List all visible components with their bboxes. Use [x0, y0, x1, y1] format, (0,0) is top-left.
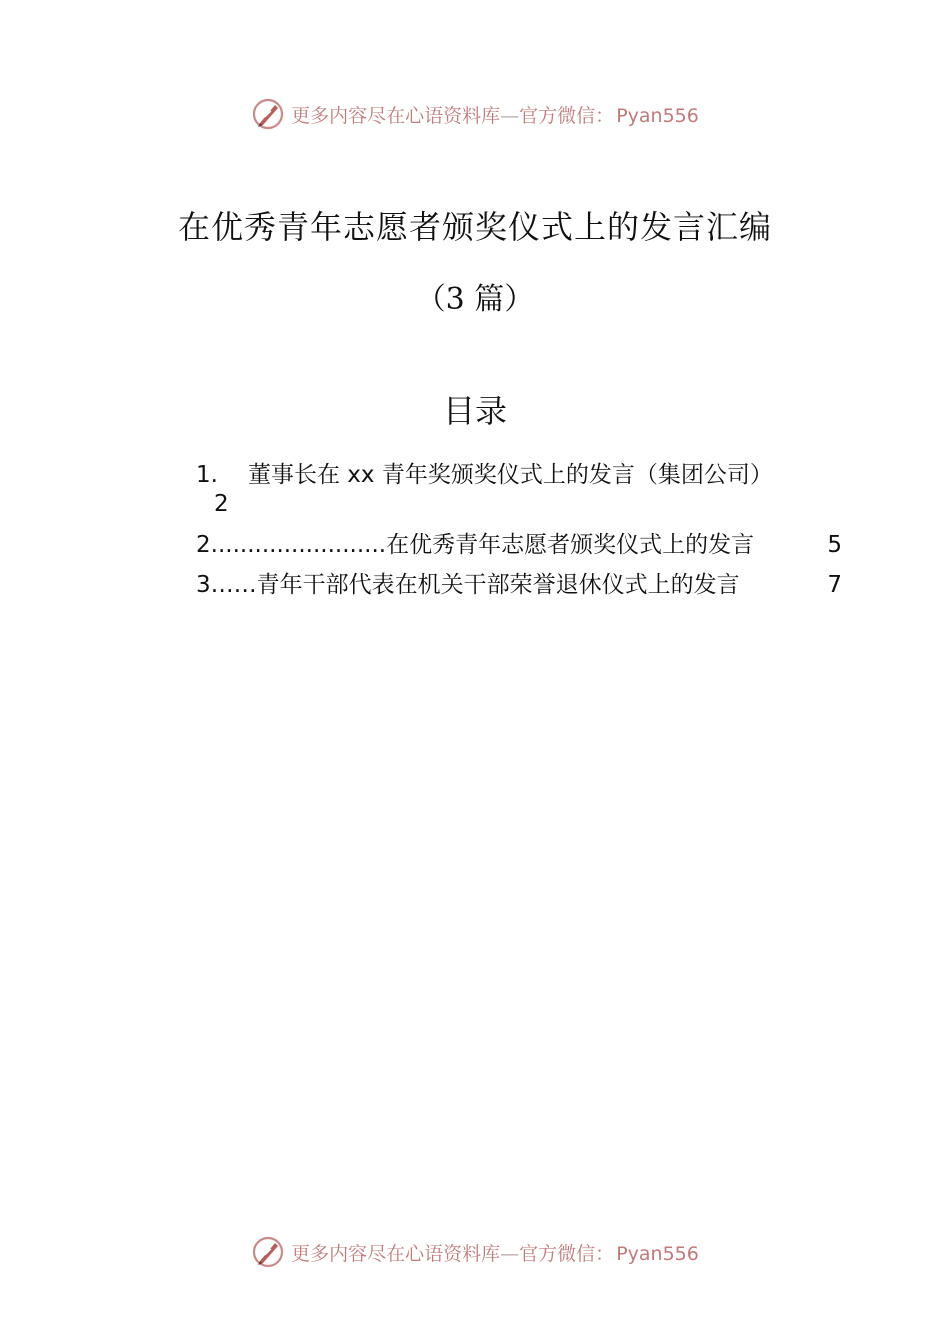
watermark-official-label: 官方微信： [519, 104, 615, 127]
toc-entry-title: 青年干部代表在机关干部荣誉退休仪式上的发言 [256, 572, 740, 598]
toc-entry-3[interactable] [196, 566, 842, 599]
document-title: 在优秀青年志愿者颁奖仪式上的发言汇编 [177, 208, 772, 246]
toc-entry-number: 1. [196, 462, 218, 488]
toc-heading: 目录 [442, 392, 507, 430]
toc-entry-1[interactable] [196, 456, 842, 517]
toc-entry-page: 2 [214, 491, 229, 517]
watermark-library-name: 更多内容尽在心语资料库 [291, 104, 501, 127]
watermark-text [291, 101, 699, 128]
toc-entry-number: 3 [196, 572, 211, 598]
watermark-separator: — [500, 104, 520, 127]
toc-entry-page: 7 [827, 572, 842, 598]
header-watermark [0, 94, 950, 134]
watermark-handle: Pyan556 [616, 1242, 699, 1265]
document-subtitle: （3 篇） [415, 282, 535, 317]
watermark-separator: — [500, 1242, 520, 1265]
footer-watermark [0, 1232, 950, 1272]
quill-pen-logo-icon [251, 97, 285, 131]
toc-entry-2[interactable] [196, 526, 842, 559]
toc-entry-title: 董事长在 xx 青年奖颁奖仪式上的发言（集团公司） [248, 462, 773, 488]
watermark-library-name: 更多内容尽在心语资料库 [291, 1242, 501, 1265]
toc-entry-leader: ........................ [210, 532, 387, 558]
toc-entry-leader: …… [210, 572, 257, 598]
watermark-handle: Pyan556 [616, 104, 699, 127]
watermark-official-label: 官方微信： [519, 1242, 615, 1265]
quill-pen-logo-icon [251, 1235, 285, 1269]
toc-entry-number: 2 [196, 532, 211, 558]
toc-entry-page: 5 [827, 532, 842, 558]
watermark-text [291, 1239, 699, 1266]
toc-entry-title: 在优秀青年志愿者颁奖仪式上的发言 [386, 532, 755, 558]
